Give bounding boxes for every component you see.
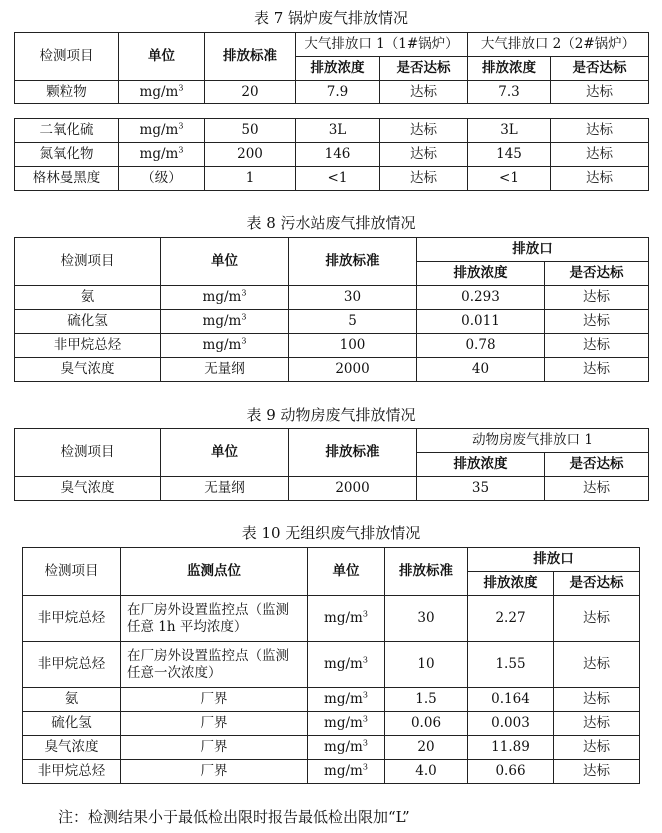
cell-unit: $mg/m^3$ xyxy=(161,286,289,310)
table-8 xyxy=(14,237,649,382)
table-row xyxy=(15,167,649,191)
col-header-monitoring-point: 监测点位 xyxy=(121,548,308,596)
table-9-title: 表 9 动物房废气排放情况 xyxy=(246,406,416,424)
col-header-item: 检测项目 xyxy=(15,33,119,81)
col-header-unit: 单位 xyxy=(161,238,289,286)
cell-standard: 100 xyxy=(289,334,417,358)
cell-item: 氨 xyxy=(23,688,121,712)
col-header-outlet: 动物房废气排放口 1 xyxy=(417,429,649,453)
cell-item: 硫化氢 xyxy=(23,712,121,736)
table-row xyxy=(23,642,640,688)
cell-standard: 0.06 xyxy=(385,712,468,736)
cell-concentration: 3L xyxy=(296,119,380,143)
cell-unit: $mg/m^3$ xyxy=(161,310,289,334)
cell-concentration: 3L xyxy=(468,119,551,143)
table-row xyxy=(15,310,649,334)
cell-unit: 无量纲 xyxy=(161,477,289,501)
cell-item: 氮氧化物 xyxy=(15,143,119,167)
cell-item: 格林曼黑度 xyxy=(15,167,119,191)
col-header-concentration-2: 排放浓度 xyxy=(468,57,551,81)
table-row xyxy=(15,143,649,167)
col-header-compliance: 是否达标 xyxy=(545,453,649,477)
cell-unit: $mg/m^3$ xyxy=(308,688,385,712)
cell-compliance: 达标 xyxy=(545,477,649,501)
cell-concentration: 11.89 xyxy=(468,736,554,760)
cell-concentration: 2.27 xyxy=(468,596,554,642)
cell-concentration: 1.55 xyxy=(468,642,554,688)
cell-concentration: 0.293 xyxy=(417,286,545,310)
cell-compliance: 达标 xyxy=(554,642,640,688)
cell-standard: 2000 xyxy=(289,477,417,501)
cell-item: 臭气浓度 xyxy=(15,358,161,382)
col-header-concentration: 排放浓度 xyxy=(417,262,545,286)
col-header-outlet-1: 大气排放口 1（1#锅炉） xyxy=(296,33,468,57)
cell-standard: 1.5 xyxy=(385,688,468,712)
cell-standard: 10 xyxy=(385,642,468,688)
table-8-title: 表 8 污水站废气排放情况 xyxy=(246,214,416,232)
cell-standard: 20 xyxy=(205,81,296,104)
col-header-standard: 排放标准 xyxy=(289,238,417,286)
cell-concentration: <1 xyxy=(468,167,551,191)
cell-standard: 30 xyxy=(289,286,417,310)
cell-standard: 5 xyxy=(289,310,417,334)
cell-concentration: 35 xyxy=(417,477,545,501)
cell-compliance: 达标 xyxy=(554,596,640,642)
table-10 xyxy=(22,547,640,784)
cell-concentration: 0.011 xyxy=(417,310,545,334)
cell-standard: 50 xyxy=(205,119,296,143)
table-row xyxy=(23,688,640,712)
table-row xyxy=(15,358,649,382)
table-10-title: 表 10 无组织废气排放情况 xyxy=(241,524,421,542)
col-header-compliance: 是否达标 xyxy=(545,262,649,286)
cell-standard: 20 xyxy=(385,736,468,760)
cell-unit: $mg/m^3$ xyxy=(308,596,385,642)
cell-compliance: 达标 xyxy=(380,81,468,104)
cell-compliance: 达标 xyxy=(380,167,468,191)
col-header-standard: 排放标准 xyxy=(385,548,468,596)
table-row xyxy=(15,477,649,501)
cell-concentration: 40 xyxy=(417,358,545,382)
table-7-header xyxy=(14,32,649,104)
cell-monitoring-point: 在厂房外设置监控点（监测任意 1h 平均浓度） xyxy=(121,596,308,642)
col-header-unit: 单位 xyxy=(161,429,289,477)
cell-concentration: 0.78 xyxy=(417,334,545,358)
table-row xyxy=(23,736,640,760)
cell-compliance: 达标 xyxy=(545,310,649,334)
cell-concentration: 0.66 xyxy=(468,760,554,784)
cell-unit: $mg/m^3$ xyxy=(119,143,205,167)
cell-item: 二氧化硫 xyxy=(15,119,119,143)
cell-compliance: 达标 xyxy=(551,143,649,167)
cell-concentration: 0.164 xyxy=(468,688,554,712)
cell-concentration: 0.003 xyxy=(468,712,554,736)
cell-item: 非甲烷总烃 xyxy=(23,596,121,642)
cell-unit: $mg/m^3$ xyxy=(308,736,385,760)
col-header-item: 检测项目 xyxy=(15,429,161,477)
cell-concentration: 7.9 xyxy=(296,81,380,104)
cell-unit: $mg/m^3$ xyxy=(308,760,385,784)
cell-monitoring-point: 厂界 xyxy=(121,760,308,784)
cell-compliance: 达标 xyxy=(380,119,468,143)
cell-item: 臭气浓度 xyxy=(23,736,121,760)
cell-item: 非甲烷总烃 xyxy=(23,760,121,784)
cell-unit: （级） xyxy=(119,167,205,191)
cell-standard: 1 xyxy=(205,167,296,191)
table-9 xyxy=(14,428,649,501)
cell-unit: $mg/m^3$ xyxy=(308,712,385,736)
cell-concentration: 145 xyxy=(468,143,551,167)
table-row xyxy=(15,81,649,104)
col-header-unit: 单位 xyxy=(308,548,385,596)
col-header-item: 检测项目 xyxy=(23,548,121,596)
cell-compliance: 达标 xyxy=(545,334,649,358)
cell-item: 颗粒物 xyxy=(15,81,119,104)
cell-standard: 200 xyxy=(205,143,296,167)
col-header-compliance: 是否达标 xyxy=(554,572,640,596)
cell-unit: $mg/m^3$ xyxy=(308,642,385,688)
table-row xyxy=(23,712,640,736)
table-row xyxy=(15,286,649,310)
cell-item: 臭气浓度 xyxy=(15,477,161,501)
cell-compliance: 达标 xyxy=(554,760,640,784)
col-header-outlet: 排放口 xyxy=(468,548,640,572)
cell-compliance: 达标 xyxy=(545,358,649,382)
cell-monitoring-point: 在厂房外设置监控点（监测任意一次浓度） xyxy=(121,642,308,688)
table-row xyxy=(23,760,640,784)
col-header-compliance-1: 是否达标 xyxy=(380,57,468,81)
cell-compliance: 达标 xyxy=(545,286,649,310)
cell-compliance: 达标 xyxy=(551,81,649,104)
cell-unit: $mg/m^3$ xyxy=(119,119,205,143)
cell-monitoring-point: 厂界 xyxy=(121,688,308,712)
cell-unit: $mg/m^3$ xyxy=(161,334,289,358)
col-header-outlet: 排放口 xyxy=(417,238,649,262)
col-header-standard: 排放标准 xyxy=(205,33,296,81)
cell-standard: 4.0 xyxy=(385,760,468,784)
cell-compliance: 达标 xyxy=(551,167,649,191)
col-header-compliance-2: 是否达标 xyxy=(551,57,649,81)
cell-monitoring-point: 厂界 xyxy=(121,712,308,736)
table-7-body xyxy=(14,118,649,191)
col-header-concentration-1: 排放浓度 xyxy=(296,57,380,81)
table-row xyxy=(15,119,649,143)
table-row xyxy=(15,334,649,358)
cell-item: 非甲烷总烃 xyxy=(23,642,121,688)
cell-standard: 2000 xyxy=(289,358,417,382)
cell-compliance: 达标 xyxy=(554,736,640,760)
cell-compliance: 达标 xyxy=(551,119,649,143)
cell-unit: 无量纲 xyxy=(161,358,289,382)
cell-concentration: 7.3 xyxy=(468,81,551,104)
col-header-concentration: 排放浓度 xyxy=(468,572,554,596)
col-header-item: 检测项目 xyxy=(15,238,161,286)
cell-item: 氨 xyxy=(15,286,161,310)
cell-compliance: 达标 xyxy=(380,143,468,167)
cell-compliance: 达标 xyxy=(554,712,640,736)
cell-monitoring-point: 厂界 xyxy=(121,736,308,760)
cell-concentration: <1 xyxy=(296,167,380,191)
cell-item: 硫化氢 xyxy=(15,310,161,334)
table-row xyxy=(23,596,640,642)
table-7-title: 表 7 锅炉废气排放情况 xyxy=(253,9,409,27)
col-header-standard: 排放标准 xyxy=(289,429,417,477)
cell-compliance: 达标 xyxy=(554,688,640,712)
col-header-unit: 单位 xyxy=(119,33,205,81)
footnote: 注：检测结果小于最低检出限时报告最低检出限加“L” xyxy=(58,808,410,826)
col-header-concentration: 排放浓度 xyxy=(417,453,545,477)
col-header-outlet-2: 大气排放口 2（2#锅炉） xyxy=(468,33,649,57)
cell-concentration: 146 xyxy=(296,143,380,167)
cell-unit: $mg/m^3$ xyxy=(119,81,205,104)
cell-standard: 30 xyxy=(385,596,468,642)
cell-item: 非甲烷总烃 xyxy=(15,334,161,358)
